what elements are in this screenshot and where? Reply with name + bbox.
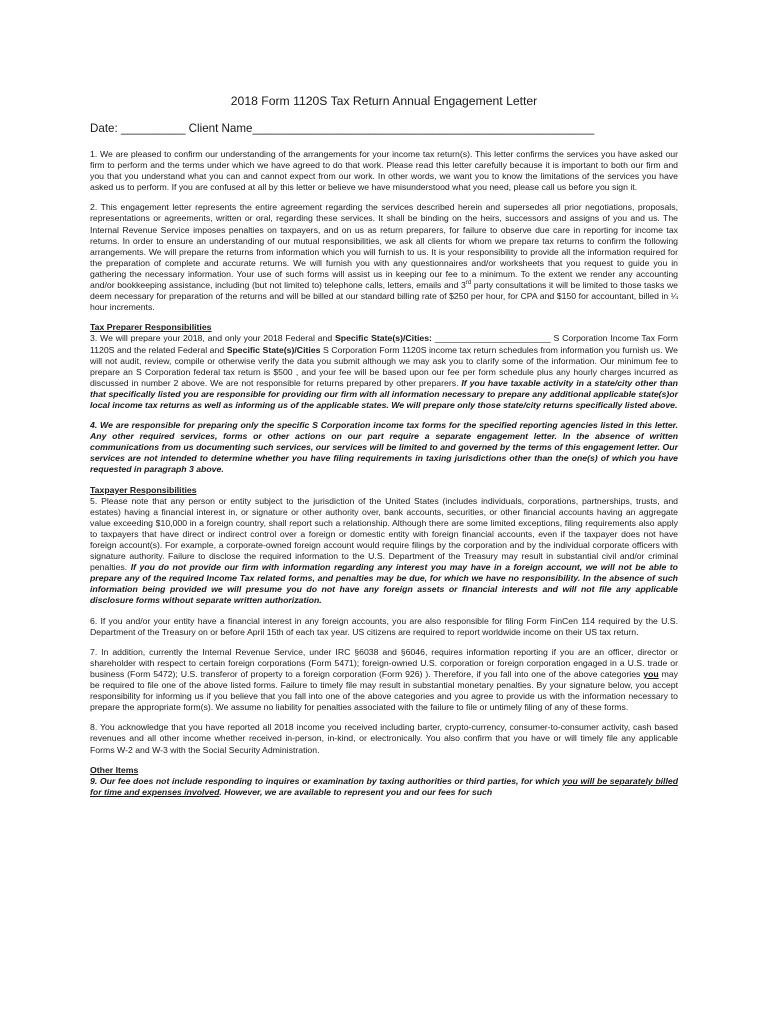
paragraph-7-you: you (643, 668, 659, 679)
paragraph-3-bold-italic: If you have taxable activity in a state/city other than that specifically listed you are responsible for providing our firm with all information necessary to prepare any additional applicable state(s)or local income tax returns as well as informing us of the applicable states. We will prepare only those state/city returns specifically listed above. (90, 377, 678, 410)
client-name-label: Client Name (188, 122, 253, 135)
document-title: 2018 Form 1120S Tax Return Annual Engagement Letter (230, 94, 538, 108)
paragraph-5-text: 5. Please note that any person or entity subject to the jurisdiction of the United States (includes individuals, corporations, partnerships, trusts, and estates) having a financial interest in, or signature or other authority over, bank accounts, securities, or other financial accounts having an aggregate value exceeding $10,000 in a foreign country, shall report such a relationship. Although there are some limited exceptions, filing requirements also apply to taxpayers that have direct or indirect control over a foreign or domestic entity with foreign financial accounts, even if the taxpayer does not have foreign account(s). For example, a corporate-owned foreign account would require filings by the corporation and by the individual corporate officers with signature authority. Failure to disclose the required information to the U.S. Department of the Treasury may result in substantial civil and/or criminal penalties. (90, 495, 678, 573)
paragraph-3-text-a: 3. We will prepare your 2018, and only your 2018 Federal and (90, 333, 335, 344)
paragraph-7-text-a: 7. In addition, currently the Internal Revenue Service, under IRC §6038 and §6046, requires information reporting if you are an officer, director or shareholder with respect to certain foreign corporations (Form 5471); foreign-owned U.S. corporation or foreign corporation engaged in a U.S. trade or business (Form 5472); U.S. transferor of property to a foreign corporation (Form 926) ). Therefore, if you fall into one of the above categories (90, 646, 678, 679)
paragraph-4: 4. We are responsible for preparing only the specific S Corporation income tax forms for the specified reporting agencies listed in this letter. Any other required services, forms or other actions on our part require a separate engagement letter. In the absence of written communications from us documenting such services, our services will be limited to and governed by the terms of this engagement letter. Our services are not intended to determine whether you have filing requirements in taxing jurisdictions other than the one(s) of which you have requested in paragraph 3 above. (90, 420, 678, 475)
taxpayer-section (90, 485, 678, 607)
paragraph-2 (90, 202, 678, 313)
other-items-heading: Other Items (90, 764, 139, 775)
taxpayer-heading: Taxpayer Responsibilities (90, 484, 197, 495)
paragraph-7 (90, 647, 678, 714)
paragraph-9-underlined: you will be separately billed for time and expenses involved (90, 775, 679, 797)
paragraph-2-text-a: 2. This engagement letter represents the entire agreement regarding the services described herein and supersedes all prior negotiations, proposals, representations or agreements, written or oral, regarding these services. It shall be binding on the heirs, successors and assigns of you and us. The Internal Revenue Service imposes penalties on taxpayers, and on us as return preparers, for failure to observe due care in reporting for income tax returns. In order to ensure an understanding of our mutual responsibilities, we ask all clients for whom we prepare tax returns to confirm the following arrangements. We will prepare the returns from information which you will furnish to us. It is your responsibility to provide all the information required for the preparation of complete and accurate returns. We will furnish you with any questionnaires and/or worksheets that you request to guide you in gathering the necessary information. Your use of such forms will assist us in keeping our fee to a minimum. To the extent we render any accounting and/or bookkeeping assistance, including (but not limited to) telephone calls, letters, emails and 3 (90, 202, 678, 291)
other-items-section (90, 765, 678, 798)
paragraph-3-text-c: S Corporation Form 1120S income tax return schedules from information you furnish us. We will not audit, review, compile or otherwise verify the data you submit although we may ask you to clarify some of the information. Our minimum fee to prepare an S Corporation federal tax return is $500 , and your fee will be based upon our fee per form schedule plus any hourly charges incurred as discussed in number 2 above. We are not responsible for returns prepared by other preparers. (90, 344, 678, 388)
paragraph-2-text-b: party consultations it will be limited to those tasks we deem necessary for preparation of the returns and will be billed at our standard billing rate of $250 per hour, for CPA and $150 for accountant, billed in ¼ hour increments. (90, 280, 679, 313)
paragraph-8: 8. You acknowledge that you have reported all 2018 income you received including barter, crypto-currency, consumer-to-consumer activity, cash based revenues and all other income whether received in-person, in-kind, or electronically. You also confirm that you have or will timely file any applicable Forms W-2 and W-3 with the Social Security Administration. (90, 722, 678, 755)
date-label: Date: (90, 122, 118, 135)
paragraph-3-bold-2: Specific State(s)/Cities (226, 344, 321, 355)
date-blank: __________ (120, 122, 186, 135)
date-client-line (90, 122, 678, 135)
paragraph-3-text-b: S Corporation Income Tax Form 1120S and the related Federal and (90, 333, 679, 355)
paragraph-2-superscript: rd (465, 280, 472, 287)
paragraph-5-bold-italic: If you do not provide our firm with information regarding any interest you may have in a foreign account, we will not be able to prepare any of the required Income Tax related forms, and penalties may be due, for which we have no responsibility. In the absence of such information being provided we will presume you do not have any foreign assets or financial interests and will not file any applicable disclosure forms without separate written authorization. (90, 562, 678, 606)
paragraph-9-text-a: 9. Our fee does not include responding to inquires or examination by taxing authorities or third parties, for which (90, 775, 563, 786)
paragraph-9-text-b: . However, we are available to represent you and our fees for such (219, 786, 493, 797)
paragraph-3-bold-1: Specific State(s)/Cities: (334, 333, 432, 344)
paragraph-3-blank: ________________________ (431, 333, 551, 344)
tax-preparer-section (90, 322, 678, 411)
client-name-blank: _____________________________________________________ (252, 122, 595, 135)
tax-preparer-heading: Tax Preparer Responsibilities (90, 322, 212, 333)
paragraph-6: 6. If you and/or your entity have a financial interest in any foreign accounts, you are also responsible for filing Form FinCen 114 required by the U.S. Department of the Treasury on or before April 15th of each tax year. US citizens are required to report worldwide income on their US tax return. (90, 615, 678, 637)
paragraph-1: 1. We are pleased to confirm our understanding of the arrangements for your income tax return(s). This letter confirms the services you have asked our firm to perform and the terms under which we have agreed to do that work. Please read this letter carefully because it is important to both our firm and you that you understand what you can and cannot expect from our work. In other words, we want you to know the limitations of the services you have asked us to perform. If you are confused at all by this letter or believe we have misunderstood what you need, please call us before you sign it. (90, 149, 678, 193)
paragraph-7-text-b: may be required to file one of the above listed forms. Failure to timely file may result in substantial monetary penalties. By your signature below, you accept responsibility for informing us if you believe that you fall into one of the above categories and you agree to provide us with the information necessary to prepare the appropriate form(s). We assume no liability for penalties associated with the failure to file or untimely filing of any of these forms. (90, 668, 679, 713)
